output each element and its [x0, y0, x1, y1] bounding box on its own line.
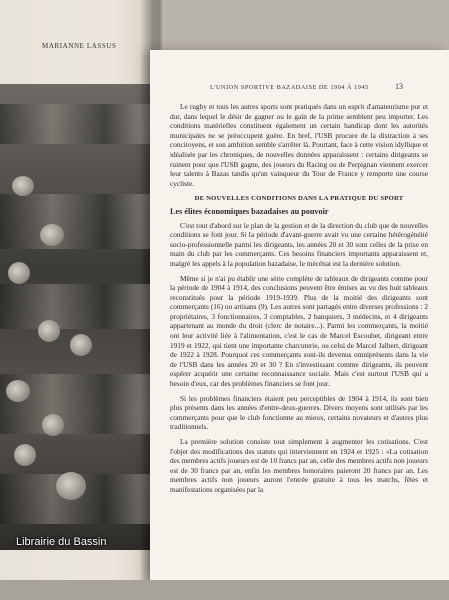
body-paragraph: La première solution consiste tout simplement à augmenter les cotisations. C'est l'objet des modifications des statuts qui interviennent en 1924 et 1925 : «La cotisation des membres actifs joueurs est de 10 francs par an, celle des membres actifs non joueurs est de 30 francs par an, enfin les membres honoraires paieront 20 francs par an. Les membres actifs non joueurs auront l'entrée gratuite à tous les matchs, fêtes et manifestations organisées par la [170, 437, 428, 494]
photo-band [0, 284, 150, 329]
right-page [150, 50, 449, 580]
section-title: DE NOUVELLES CONDITIONS DANS LA PRATIQUE DU SPORT [194, 195, 404, 203]
photo-face [6, 380, 30, 402]
team-photo [0, 84, 150, 550]
subsection-title: Les élites économiques bazadaises au pouvoir [170, 206, 329, 216]
body-text [170, 102, 428, 500]
photo-band [0, 194, 150, 249]
page-number: 13 [395, 82, 403, 91]
table-surface [0, 580, 449, 600]
left-page-header: MARIANNE LASSUS [42, 42, 117, 50]
intro-paragraph: Le rugby et tous les autres sports sont pratiqués dans un esprit d'amateurisme pur et dur, dans lequel le désir de gagner ou le gain de la prime semblent peu importer. Les conditions matérielles constituent également un certain handicap dont les autorités municipales ne se préoccupent guère. En bref, l'USB procure de la distraction à ses concitoyens, et son ambition semble s'arrêter là. Pourtant, face à cette vision idyllique et idéalisée par les chroniques, de nouvelles données apparaissent : certains dirigeants se ruinent pour que l'USB gagne, des joueurs du Racing ou de Perpignan viennent exercer leur talents à Bazas tandis qu'un vainqueur du Tour de France y remporte une course cycliste. [170, 102, 428, 188]
left-page [0, 0, 160, 600]
photo-band [0, 104, 150, 144]
photo-face [42, 414, 64, 436]
body-paragraph: C'est tout d'abord sur le plan de la gestion et de la direction du club que de nouvelles conditions se font jour. Si la période d'avant-guerre avait vu une certaine hétérogénéité socio-professionnelle parmi les dirigeants, les années 20 et 30 sont celles de la prise en main du club par les commerçants. Ces besoins financiers importants apparaissent et, malgré les appels à la population bazadaise, le mécénat est la dernière solution. [170, 220, 428, 268]
watermark-text: Librairie du Bassin [16, 536, 107, 548]
photo-face [70, 334, 92, 356]
body-paragraph: Si les problèmes financiers étaient peu perceptibles de 1904 à 1914, ils sont bien plus présents dans les années d'entre-deux-guerres. Divers moyens sont utilisés par les commerçants pour que le club fonctionne au mieux, certains novateurs et d'autres plus traditionnels. [170, 393, 428, 432]
photo-face [40, 224, 64, 246]
photo-face [56, 472, 86, 500]
photo-face [8, 262, 30, 284]
photo-face [14, 444, 36, 466]
running-header: L'UNION SPORTIVE BAZADAISE DE 1904 À 1945 [210, 84, 369, 91]
photo-face [38, 320, 60, 342]
photo-face [12, 176, 34, 196]
body-paragraph: Même si je n'ai pu établir une série complète de tableaux de dirigeants comme pour la période de 1904 à 1914, des conclusions peuvent être émises au vu des huit tableaux reconstitués pour la période 1919-1939. Plus de la moitié des dirigeants sont commerçants (16) ou artisans (9). Les autres sont partagés entre diverses professions : 2 propriétaires, 3 fonctionnaires, 3 comptables, 2 banquiers, 3 médecins, et 4 dirigeants appartenant au monde du droit (clerc de notaire...). Parmi les commerçants, la moitié ont leur activité liée à l'alimentation, c'est le cas de Marcel Escoubet, dirigeant entre 1919 et 1922, qui tient une importante charcuterie, ou celui de Marcel Jalbert, dirigeant de 1922 à 1928. Pourquoi ces commerçants sont-ils devenus omniprésents dans la vie de l'USB dans les années 20 et 30 ? En s'investissant comme dirigeants, ils peuvent espérer acquérir une certaine reconnaissance sociale. Mais c'est surtout l'USB qui a besoin d'eux, car des problèmes financiers se font jour. [170, 273, 428, 389]
